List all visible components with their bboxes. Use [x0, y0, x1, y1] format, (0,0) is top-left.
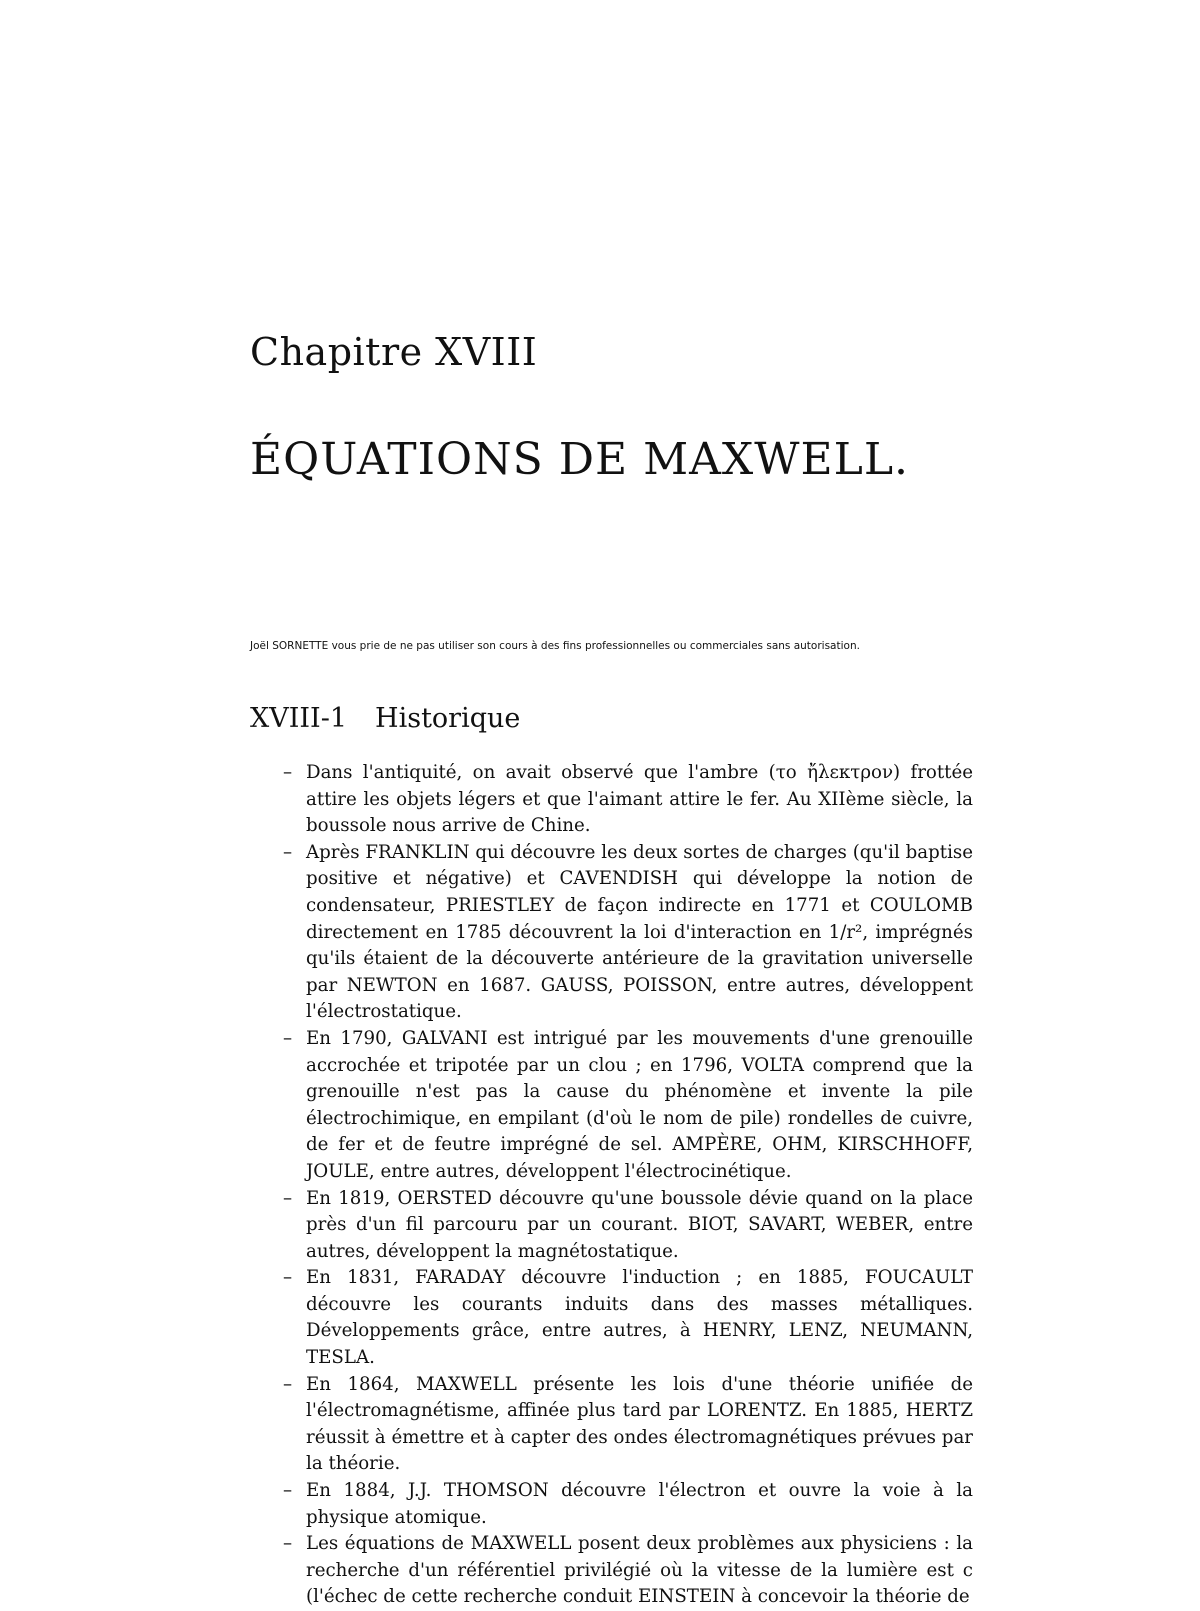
list-item: [283, 1026, 973, 1186]
bullet-dash: –: [283, 1267, 293, 1289]
bullet-dash: –: [283, 762, 293, 783]
list-item: [283, 1478, 973, 1531]
list-item: [283, 840, 973, 1026]
chapter-label: Chapitre XVIII: [250, 330, 538, 374]
bullet-dash: –: [283, 1027, 293, 1049]
bullet-dash: –: [283, 1187, 293, 1209]
list-item-text: En 1864, MAXWELL présente les lois d'une théorie unifiée de l'électromagnétisme, affinée plus tard par LORENTZ. En 1885, HERTZ réussit à émettre et à capter des ondes électromagnétiques prévues par la théorie.: [306, 1373, 973, 1475]
list-item: [283, 1265, 973, 1371]
section-number: XVIII-1: [250, 703, 348, 734]
bullet-dash: –: [283, 841, 293, 863]
history-list: [283, 760, 973, 1611]
list-item-text: Les équations de MAXWELL posent deux problèmes aux physiciens : la recherche d'un référentiel privilégié où la vitesse de la lumière est c (l'échec de cette recherche conduit EINSTEIN à concevoir la théorie de: [306, 1533, 973, 1608]
bullet-dash: –: [283, 1533, 293, 1555]
section-title: Historique: [375, 703, 521, 734]
list-item-text: En 1790, GALVANI est intrigué par les mouvements d'une grenouille accrochée et tripotée par un clou ; en 1796, VOLTA comprend que la grenouille n'est pas la cause du phénomène et invente la pile électrochimique, en empilant (d'où le nom de pile) rondelles de cuivre, de fer et de feutre imprégné de sel. AMPÈRE, OHM, KIRSCHHOFF, JOULE, entre autres, développent l'électrocinétique.: [306, 1027, 973, 1182]
list-item-text: Dans l'antiquité, on avait observé que l'ambre (το ἤλεκτρον) frottée attire les objets légers et que l'aimant attire le fer. Au XIIème siècle, la boussole nous arrive de Chine.: [306, 762, 973, 837]
list-item-text: En 1819, OERSTED découvre qu'une boussole dévie quand on la place près d'un fil parcouru par un courant. BIOT, SAVART, WEBER, entre autres, développent la magnétostatique.: [306, 1187, 973, 1262]
list-item: [283, 1372, 973, 1478]
list-item: [283, 1186, 973, 1266]
chapter-title: ÉQUATIONS DE MAXWELL.: [250, 434, 910, 485]
list-item-text: Après FRANKLIN qui découvre les deux sortes de charges (qu'il baptise positive et négative) et CAVENDISH qui développe la notion de condensateur, PRIESTLEY de façon indirecte en 1771 et COULOMB directement en 1785 découvrent la loi d'interaction en 1/r², imprégnés qu'ils étaient de la découverte antérieure de la gravitation universelle par NEWTON en 1687. GAUSS, POISSON, entre autres, développent l'électrostatique.: [306, 841, 973, 1023]
section-heading: [250, 703, 520, 734]
bullet-dash: –: [283, 1373, 293, 1395]
list-item-text: En 1831, FARADAY découvre l'induction ; en 1885, FOUCAULT découvre les courants induits dans des masses métalliques. Développements grâce, entre autres, à HENRY, LENZ, NEUMANN, TESLA.: [306, 1267, 973, 1369]
list-item-text: En 1884, J.J. THOMSON découvre l'électron et ouvre la voie à la physique atomique.: [306, 1480, 973, 1528]
copyright-notice: Joël SORNETTE vous prie de ne pas utiliser son cours à des fins professionnelles ou commerciales sans autorisation.: [250, 640, 860, 652]
list-item: [283, 760, 973, 840]
bullet-dash: –: [283, 1480, 293, 1502]
list-item: [283, 1531, 973, 1611]
